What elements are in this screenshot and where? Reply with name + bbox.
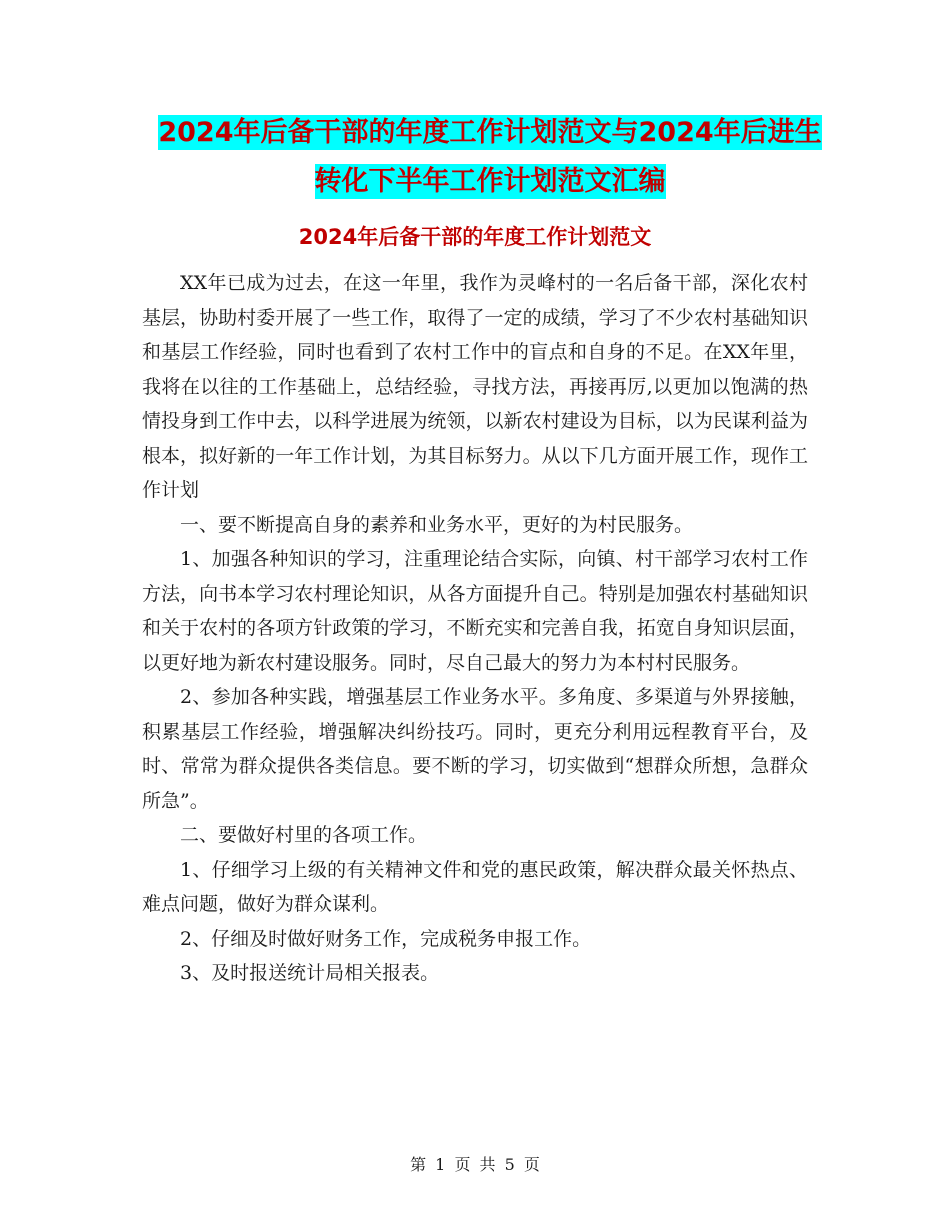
page-number: 第 1 页 共 5 页 — [410, 1155, 540, 1174]
paragraph: 二、要做好村里的各项工作。 — [180, 824, 428, 846]
paragraph: XX年已成为过去，在这一年里，我作为灵峰村的一名后备干部，深化农村基层，协助村委开展了一些工作，取得了一定的成绩，学习了不少农村基础知识和基层工作经验，同时也看到了农村工作中的盲点和自身的不足。在XX年里，我将在以往的工作基础上，总结经验，寻找方法，再接再厉,以更加以饱满的热情投身到工作中去，以科学进展为统领，以新农村建设为目标，以为民谋利益为根本，拟好新的一年工作计划，为其目标努力。从以下几方面开展工作，现作工作计划 — [142, 272, 808, 501]
paragraph: 3、及时报送统计局相关报表。 — [180, 962, 440, 984]
title-line-2: 转化下半年工作计划范文汇编 — [314, 166, 666, 197]
title-line-1: 2024年后备干部的年度工作计划范文与2024年后进生 — [158, 117, 822, 148]
paragraph: 一、要不断提高自身的素养和业务水平，更好的为村民服务。 — [180, 513, 694, 536]
paragraph: 2、参加各种实践，增强基层工作业务水平。多角度、多渠道与外界接触，积累基层工作经验，增强解决纠纷技巧。同时，更充分利用远程教育平台，及时、常常为群众提供各类信息。要不断的学习，切实做到“想群众所想，急群众所急”。 — [142, 686, 808, 812]
paragraph: 2、仔细及时做好财务工作，完成税务申报工作。 — [180, 927, 592, 950]
document-body — [142, 266, 808, 991]
paragraph: 1、加强各种知识的学习，注重理论结合实际，向镇、村干部学习农村工作方法，向书本学习农村理论知识，从各方面提升自己。特别是加强农村基础知识和关于农村的各项方针政策的学习，不断充实和完善自我，拓宽自身知识层面，以更好地为新农村建设服务。同时，尽自己最大的努力为本村村民服务。 — [142, 548, 808, 674]
document-title — [140, 108, 840, 206]
section-title: 2024年后备干部的年度工作计划范文 — [298, 225, 652, 249]
paragraph: 1、仔细学习上级的有关精神文件和党的惠民政策，解决群众最关怀热点、难点问题，做好为群众谋利。 — [142, 858, 808, 915]
